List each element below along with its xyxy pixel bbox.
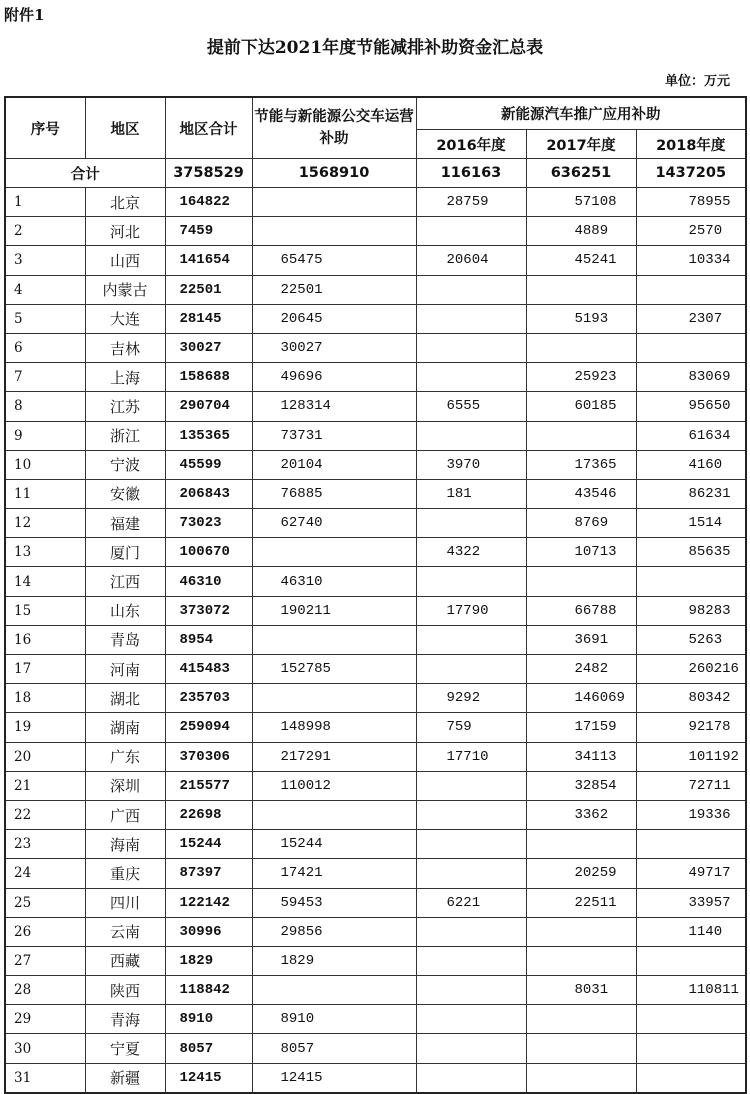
cell-region: 河南 [85,655,165,684]
cell-2017: 32854 [526,771,636,800]
cell-seq: 24 [5,859,85,888]
cell-2016: 9292 [416,684,526,713]
cell-region-total: 235703 [165,684,252,713]
cell-2017 [526,421,636,450]
cell-region: 山西 [85,246,165,275]
cell-2016 [416,830,526,859]
cell-2017: 5193 [526,304,636,333]
cell-seq: 4 [5,275,85,304]
cell-2018: 101192 [636,742,746,771]
cell-bus: 65475 [252,246,416,275]
cell-region-total: 370306 [165,742,252,771]
table-row [5,830,746,859]
cell-bus [252,976,416,1005]
cell-2017 [526,567,636,596]
cell-region: 大连 [85,304,165,333]
cell-seq: 3 [5,246,85,275]
attachment-label: 附件1 [4,6,45,24]
table-row [5,625,746,654]
cell-region-total: 141654 [165,246,252,275]
cell-bus: 12415 [252,1063,416,1093]
cell-2018 [636,946,746,975]
cell-2017: 43546 [526,479,636,508]
cell-region-total: 22698 [165,800,252,829]
cell-seq: 28 [5,976,85,1005]
cell-region: 河北 [85,217,165,246]
table-row [5,479,746,508]
cell-2016 [416,217,526,246]
cell-2018: 78955 [636,188,746,217]
cell-2018 [636,830,746,859]
cell-2017 [526,1034,636,1063]
cell-seq: 16 [5,625,85,654]
cell-bus: 128314 [252,392,416,421]
cell-2017: 146069 [526,684,636,713]
cell-2016 [416,509,526,538]
cell-seq: 29 [5,1005,85,1034]
table-row [5,538,746,567]
cell-2016: 17790 [416,596,526,625]
cell-region-total: 30027 [165,333,252,362]
cell-seq: 12 [5,509,85,538]
cell-2017: 25923 [526,363,636,392]
cell-region-total: 30996 [165,917,252,946]
cell-seq: 9 [5,421,85,450]
total-row [5,159,746,188]
cell-region: 重庆 [85,859,165,888]
total-2017: 636251 [526,159,636,188]
cell-region-total: 100670 [165,538,252,567]
header-bus-subsidy: 节能与新能源公交车运营补助 [252,97,416,159]
cell-2017: 10713 [526,538,636,567]
cell-2016 [416,859,526,888]
cell-region: 西藏 [85,946,165,975]
cell-seq: 1 [5,188,85,217]
cell-2016 [416,976,526,1005]
table-row [5,1034,746,1063]
table-row [5,655,746,684]
cell-seq: 19 [5,713,85,742]
cell-seq: 17 [5,655,85,684]
cell-region: 海南 [85,830,165,859]
cell-region: 上海 [85,363,165,392]
cell-bus [252,684,416,713]
cell-region: 青岛 [85,625,165,654]
header-region-total: 地区合计 [165,97,252,159]
cell-2018: 49717 [636,859,746,888]
cell-region: 四川 [85,888,165,917]
cell-2018: 95650 [636,392,746,421]
cell-region: 安徽 [85,479,165,508]
cell-2016: 759 [416,713,526,742]
cell-region-total: 135365 [165,421,252,450]
table-row [5,976,746,1005]
cell-region: 宁夏 [85,1034,165,1063]
cell-bus: 76885 [252,479,416,508]
cell-region: 江西 [85,567,165,596]
cell-2018: 110811 [636,976,746,1005]
cell-bus: 22501 [252,275,416,304]
cell-2017: 17159 [526,713,636,742]
cell-seq: 15 [5,596,85,625]
total-2016: 116163 [416,159,526,188]
cell-2018: 33957 [636,888,746,917]
cell-bus: 29856 [252,917,416,946]
cell-region-total: 158688 [165,363,252,392]
cell-2018: 83069 [636,363,746,392]
cell-region-total: 122142 [165,888,252,917]
cell-region: 广西 [85,800,165,829]
cell-2017: 66788 [526,596,636,625]
cell-bus [252,800,416,829]
cell-2017: 20259 [526,859,636,888]
cell-region-total: 290704 [165,392,252,421]
cell-region: 宁波 [85,450,165,479]
subsidy-summary-table [4,96,747,1094]
cell-seq: 20 [5,742,85,771]
cell-2017 [526,1005,636,1034]
cell-2016: 20604 [416,246,526,275]
cell-2016 [416,304,526,333]
cell-region: 内蒙古 [85,275,165,304]
cell-bus: 1829 [252,946,416,975]
header-2017: 2017年度 [526,130,636,159]
cell-seq: 14 [5,567,85,596]
cell-2017: 3691 [526,625,636,654]
cell-2018 [636,333,746,362]
cell-seq: 30 [5,1034,85,1063]
table-row [5,1063,746,1093]
cell-2016 [416,421,526,450]
cell-bus: 217291 [252,742,416,771]
cell-2016: 4322 [416,538,526,567]
table-row [5,567,746,596]
cell-2018: 4160 [636,450,746,479]
cell-region: 厦门 [85,538,165,567]
header-2018: 2018年度 [636,130,746,159]
cell-region-total: 373072 [165,596,252,625]
cell-2018 [636,275,746,304]
table-row [5,304,746,333]
cell-region: 湖北 [85,684,165,713]
cell-bus: 46310 [252,567,416,596]
cell-2016 [416,333,526,362]
cell-2016 [416,567,526,596]
cell-2018: 2307 [636,304,746,333]
table-row [5,363,746,392]
cell-region-total: 28145 [165,304,252,333]
cell-bus: 190211 [252,596,416,625]
cell-region: 深圳 [85,771,165,800]
cell-2017: 22511 [526,888,636,917]
cell-bus: 62740 [252,509,416,538]
cell-seq: 27 [5,946,85,975]
cell-2018 [636,1005,746,1034]
cell-bus [252,625,416,654]
cell-region: 云南 [85,917,165,946]
cell-2017 [526,946,636,975]
cell-2016 [416,275,526,304]
cell-region-total: 73023 [165,509,252,538]
cell-2018: 1514 [636,509,746,538]
table-row [5,1005,746,1034]
cell-2017: 2482 [526,655,636,684]
cell-region-total: 1829 [165,946,252,975]
cell-bus: 30027 [252,333,416,362]
cell-region-total: 8954 [165,625,252,654]
cell-region-total: 22501 [165,275,252,304]
cell-region: 新疆 [85,1063,165,1093]
cell-2017: 45241 [526,246,636,275]
cell-2017 [526,917,636,946]
cell-2016 [416,1034,526,1063]
cell-2016 [416,655,526,684]
table-row [5,800,746,829]
cell-region: 北京 [85,188,165,217]
cell-bus: 59453 [252,888,416,917]
cell-seq: 5 [5,304,85,333]
table-row [5,333,746,362]
cell-2016: 3970 [416,450,526,479]
cell-seq: 22 [5,800,85,829]
cell-region-total: 164822 [165,188,252,217]
cell-bus: 15244 [252,830,416,859]
cell-region: 福建 [85,509,165,538]
cell-region-total: 118842 [165,976,252,1005]
cell-2017: 57108 [526,188,636,217]
total-bus: 1568910 [252,159,416,188]
cell-region-total: 8910 [165,1005,252,1034]
document-title: 提前下达2021年度节能减排补助资金汇总表 [206,38,544,58]
cell-seq: 11 [5,479,85,508]
cell-2018: 92178 [636,713,746,742]
cell-2016 [416,917,526,946]
cell-2018: 61634 [636,421,746,450]
total-2018: 1437205 [636,159,746,188]
cell-bus: 17421 [252,859,416,888]
cell-bus: 20645 [252,304,416,333]
table-row [5,596,746,625]
cell-2016 [416,800,526,829]
cell-2017 [526,333,636,362]
cell-2016 [416,946,526,975]
cell-region: 陕西 [85,976,165,1005]
cell-2018: 2570 [636,217,746,246]
cell-region: 湖南 [85,713,165,742]
header-nev-subsidy: 新能源汽车推广应用补助 [416,97,746,130]
cell-region-total: 87397 [165,859,252,888]
table-row [5,392,746,421]
cell-2018: 260216 [636,655,746,684]
total-region-total: 3758529 [165,159,252,188]
cell-2016 [416,771,526,800]
table-row [5,742,746,771]
cell-bus [252,188,416,217]
cell-bus: 8910 [252,1005,416,1034]
cell-seq: 10 [5,450,85,479]
cell-region: 青海 [85,1005,165,1034]
header-seq: 序号 [5,97,85,159]
cell-region-total: 15244 [165,830,252,859]
cell-region-total: 415483 [165,655,252,684]
cell-2016: 6555 [416,392,526,421]
cell-2016: 17710 [416,742,526,771]
cell-region-total: 12415 [165,1063,252,1093]
cell-seq: 18 [5,684,85,713]
cell-region-total: 206843 [165,479,252,508]
table-row [5,946,746,975]
header-row-1 [5,97,746,130]
cell-region: 广东 [85,742,165,771]
cell-bus: 8057 [252,1034,416,1063]
table-row [5,421,746,450]
cell-region-total: 215577 [165,771,252,800]
table-row [5,188,746,217]
cell-2018: 72711 [636,771,746,800]
cell-2017: 60185 [526,392,636,421]
table-row [5,771,746,800]
header-2016: 2016年度 [416,130,526,159]
header-region: 地区 [85,97,165,159]
cell-2018: 85635 [636,538,746,567]
cell-region: 江苏 [85,392,165,421]
cell-bus: 49696 [252,363,416,392]
table-row [5,917,746,946]
total-label: 合计 [5,159,165,188]
unit-label: 单位：万元 [664,74,730,89]
cell-region: 吉林 [85,333,165,362]
cell-region-total: 7459 [165,217,252,246]
cell-region-total: 8057 [165,1034,252,1063]
cell-seq: 31 [5,1063,85,1093]
cell-seq: 6 [5,333,85,362]
cell-2016: 6221 [416,888,526,917]
cell-2016: 28759 [416,188,526,217]
table-row [5,217,746,246]
cell-2016: 181 [416,479,526,508]
cell-seq: 23 [5,830,85,859]
cell-2017 [526,275,636,304]
cell-region-total: 45599 [165,450,252,479]
cell-2017: 4889 [526,217,636,246]
cell-2018 [636,1063,746,1093]
cell-2018 [636,1034,746,1063]
cell-seq: 25 [5,888,85,917]
table-row [5,450,746,479]
cell-seq: 21 [5,771,85,800]
cell-region: 浙江 [85,421,165,450]
cell-bus [252,538,416,567]
cell-2016 [416,1063,526,1093]
cell-2017: 8031 [526,976,636,1005]
cell-2016 [416,1005,526,1034]
cell-bus: 73731 [252,421,416,450]
cell-2017: 3362 [526,800,636,829]
cell-2017: 17365 [526,450,636,479]
cell-bus: 148998 [252,713,416,742]
cell-2018: 98283 [636,596,746,625]
table-row [5,888,746,917]
table-row [5,713,746,742]
cell-2016 [416,625,526,654]
cell-2018 [636,567,746,596]
cell-region-total: 259094 [165,713,252,742]
cell-2018: 80342 [636,684,746,713]
cell-bus: 20104 [252,450,416,479]
cell-seq: 8 [5,392,85,421]
cell-seq: 7 [5,363,85,392]
table-row [5,275,746,304]
cell-region: 山东 [85,596,165,625]
cell-bus: 110012 [252,771,416,800]
table-row [5,509,746,538]
cell-2018: 19336 [636,800,746,829]
cell-bus: 152785 [252,655,416,684]
cell-2017: 34113 [526,742,636,771]
cell-seq: 13 [5,538,85,567]
cell-2016 [416,363,526,392]
cell-seq: 26 [5,917,85,946]
table-row [5,246,746,275]
cell-2017: 8769 [526,509,636,538]
cell-bus [252,217,416,246]
cell-seq: 2 [5,217,85,246]
cell-2018: 10334 [636,246,746,275]
cell-2018: 1140 [636,917,746,946]
cell-2017 [526,1063,636,1093]
cell-2018: 86231 [636,479,746,508]
cell-2018: 5263 [636,625,746,654]
cell-2017 [526,830,636,859]
cell-region-total: 46310 [165,567,252,596]
table-row [5,859,746,888]
table-row [5,684,746,713]
